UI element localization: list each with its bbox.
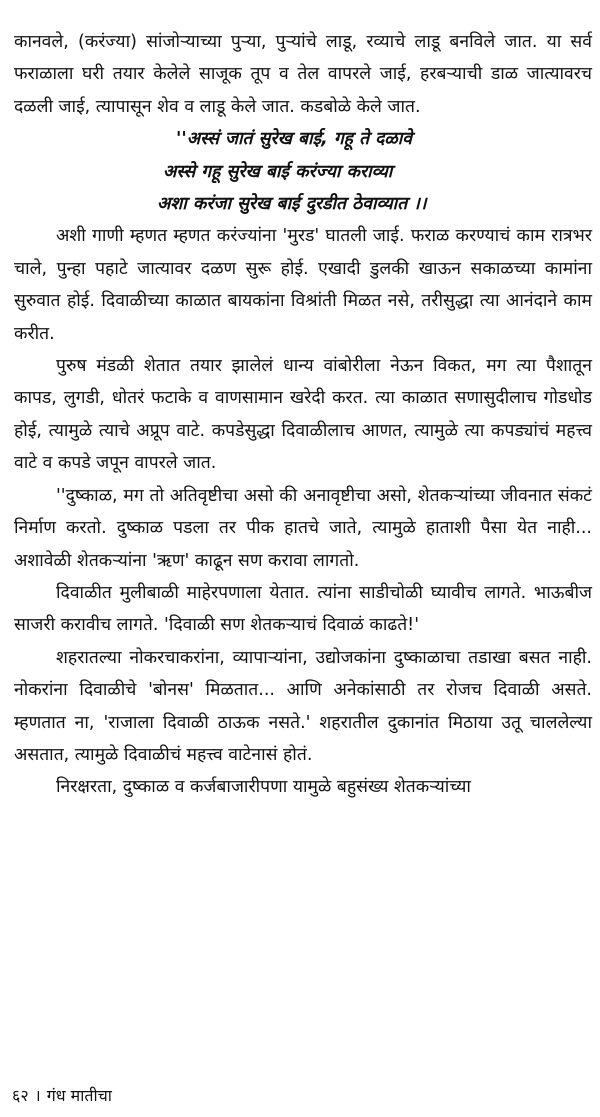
paragraph-city-workers: शहरातल्या नोकरचाकरांना, व्यापाऱ्यांना, उद्योजकांना दुष्काळाचा तडाखा बसत नाही. नोकरांना दिवाळीचे 'बोनस' मिळतात... आणि अनेकांसाठी तर रोजच दिवाळी असते. म्हणतात ना, 'राजाला दिवाळी ठाऊक नसते.' शहरातील दुकानांत मिठाया उतू चाललेल्या असतात, त्यामुळे दिवाळीचं महत्त्व वाटेनासं होतं.: [14, 647, 592, 765]
paragraph-daughters-visit: दिवाळीत मुलीबाळी माहेरपणाला येतात. त्यांना साडीचोळी घ्यावीच लागते. भाऊबीज साजरी करावीच लागते. 'दिवाळी सण शेतकऱ्याचं दिवाळं काढते!': [14, 582, 592, 636]
footer-separator: ।: [34, 1086, 41, 1105]
book-title: गंध मातीचा: [46, 1086, 112, 1105]
page-number: ६२: [12, 1086, 29, 1105]
body-text: [14, 26, 592, 804]
verse-line-2: अस्से गहू सुरेख बाई करंज्या कराव्या: [163, 161, 393, 182]
page-footer: [12, 1084, 112, 1106]
paragraph-men-market: पुरुष मंडळी शेतात तयार झालेलं धान्य वांबोरीला नेऊन विकत, मग त्या पैशातून कापड, लुगडी, धोतरं फटाके व वाणसामान खरेदी करत. त्या काळात सणासुदीलाच गोडधोड होई, त्यामुळे त्याचे अप्रूप वाटे. कपडेसुद्धा दिवाळीलाच आणत, त्यामुळे त्या कपड्यांचं महत्त्व वाटे व कपडे जपून वापरले जात.: [14, 356, 592, 474]
paragraph-faral-items: कानवले, (करंज्या) सांजोऱ्याच्या पुऱ्या, पुऱ्यांचे लाडू, रव्याचे लाडू बनविले जात. या सर्व फराळाला घरी तयार केलेले साजूक तूप व तेल वापरले जाई, हरबऱ्याची डाळ जात्यावरच दळली जाई, त्यापासून शेव व लाडू केले जात. कडबोळे केले जात.: [14, 32, 592, 117]
folk-song-verse: [14, 123, 592, 220]
verse-line-1: ''अस्सं जातं सुरेख बाई, गहू ते दळावे: [176, 129, 412, 150]
paragraph-murad: अशी गाणी म्हणत म्हणत करंज्यांना 'मुरड' घातली जाई. फराळ करण्याचं काम रात्रभर चाले, पुन्हा पहाटे जात्यावर दळण सुरू होई. एखादी डुलकी खाऊन सकाळच्या कामांना सुरुवात होई. दिवाळीच्या काळात बायकांना विश्रांती मिळत नसे, तरीसुद्धा त्या आनंदाने काम करीत.: [14, 226, 592, 344]
paragraph-drought-quote: ''दुष्काळ, मग तो अतिवृष्टीचा असो की अनावृष्टीचा असो, शेतकऱ्यांच्या जीवनात संकटं निर्माण करतो. दुष्काळ पडला तर पीक हातचे जाते, त्यामुळे हाताशी पैसा येत नाही... अशावेळी शेतकऱ्यांना 'ऋण' काढून सण करावा लागतो.: [14, 485, 592, 571]
verse-line-3: अशा करंजा सुरेख बाई दुरडीत ठेवाव्यात ।।: [157, 194, 427, 215]
paragraph-illiteracy: निरक्षरता, दुष्काळ व कर्जबाजारीपणा यामुळे बहुसंख्य शेतकऱ्यांच्या: [56, 777, 471, 798]
